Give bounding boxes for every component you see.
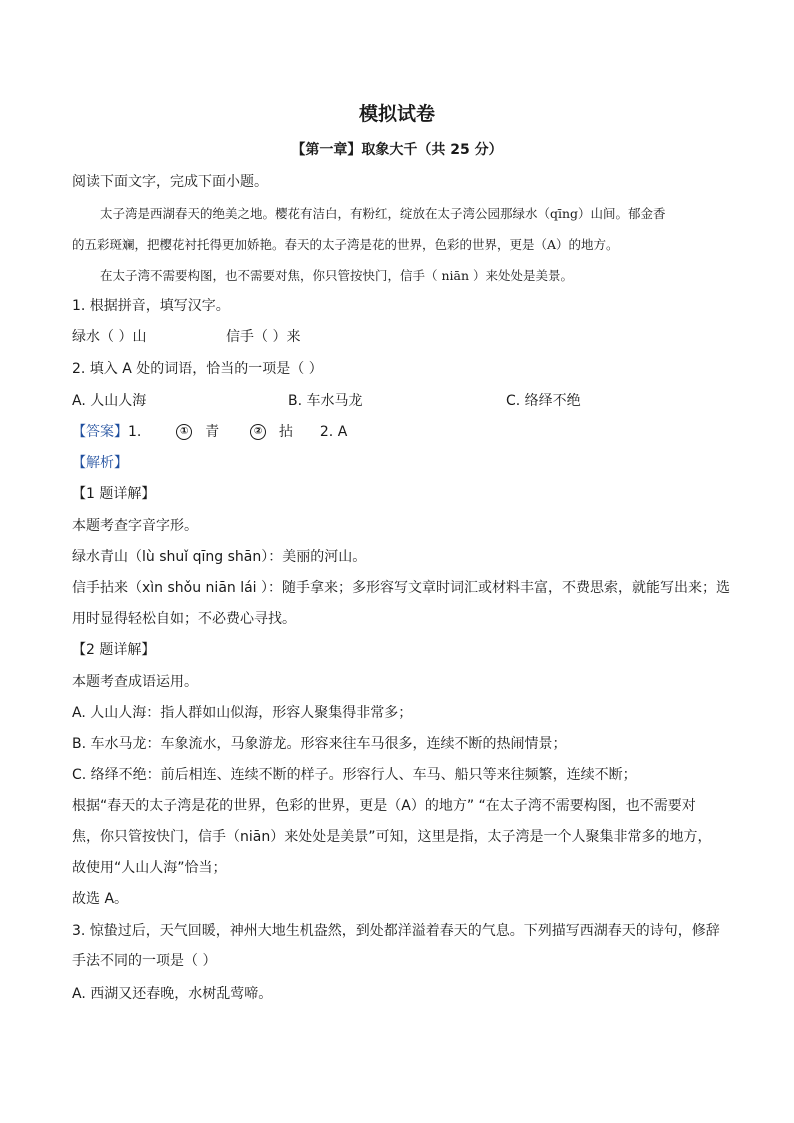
analysis-q1-line-4: 用时显得轻松自如；不必费心寻找。 (72, 611, 296, 627)
answer-label: 【答案】 (72, 424, 128, 440)
question-3-line-1: 3. 惊蛰过后，天气回暖，神州大地生机盎然，到处都洋溢着春天的气息。下列描写西湖春天的诗句，修辞 (72, 923, 720, 939)
question-2-prompt: 2. 填入 A 处的词语，恰当的一项是（ ） (72, 361, 323, 377)
question-2-option-b: B. 车水马龙 (288, 393, 363, 409)
question-3-option-a: A. 西湖又还春晚，水树乱莺啼。 (72, 986, 273, 1002)
analysis-q2-heading: 【2 题详解】 (72, 642, 156, 658)
answer-row (72, 423, 347, 441)
analysis-q2-line-6: 焦，你只管按快门，信手（niān）来处处是美景”可知，这里是指，太子湾是一个人聚集非常多的地方， (72, 829, 712, 845)
analysis-q2-line-8: 故选 A。 (72, 891, 129, 907)
question-2-option-c: C. 络绎不绝 (506, 393, 581, 409)
passage-line-1: 太子湾是西湖春天的绝美之地。樱花有洁白，有粉红，绽放在太子湾公园那绿水（qīng）山间。郁金香 (100, 206, 666, 221)
analysis-q1-heading: 【1 题详解】 (72, 486, 156, 502)
analysis-q2-line-1: 本题考查成语运用。 (72, 674, 198, 690)
analysis-label: 【解析】 (72, 455, 128, 471)
chapter-heading: 【第一章】取象大千（共 25 分） (291, 142, 503, 158)
answer-q1-number: 1. (128, 424, 142, 440)
question-1-blank-2: 信手（ ）来 (226, 329, 301, 345)
question-2-option-a: A. 人山人海 (72, 393, 147, 409)
question-3-line-2: 手法不同的一项是（ ） (72, 953, 217, 969)
answer-value-1: 青 (205, 424, 220, 440)
question-1-blank-1: 绿水（ ）山 (72, 329, 147, 345)
question-1-prompt: 1. 根据拼音，填写汉字。 (72, 298, 230, 314)
answer-q2: 2. A (319, 424, 348, 440)
analysis-q1-line-1: 本题考查字音字形。 (72, 518, 198, 534)
answer-mark-2: ② (250, 424, 266, 440)
analysis-q2-line-5: 根据“春天的太子湾是花的世界，色彩的世界，更是（A）的地方” “在太子湾不需要构图，也不需要对 (72, 798, 696, 814)
analysis-q2-line-7: 故使用“人山人海”恰当； (72, 860, 227, 876)
analysis-q2-line-4: C. 络绎不绝：前后相连、连续不断的样子。形容行人、车马、船只等来往频繁，连续不断； (72, 767, 637, 783)
answer-value-2: 拈 (278, 424, 293, 440)
page-title: 模拟试卷 (358, 103, 435, 125)
analysis-q1-line-2: 绿水青山（lù shuǐ qīng shān）：美丽的河山。 (72, 549, 367, 565)
analysis-q2-line-2: A. 人山人海：指人群如山似海，形容人聚集得非常多； (72, 705, 413, 721)
passage-line-3: 在太子湾不需要构图，也不需要对焦，你只管按快门，信手（ niān ）来处处是美景。 (100, 268, 573, 283)
answer-mark-1: ① (176, 424, 192, 440)
passage-line-2: 的五彩斑斓，把樱花衬托得更加娇艳。春天的太子湾是花的世界，色彩的世界，更是（A）的地方。 (72, 237, 619, 252)
analysis-q2-line-3: B. 车水马龙：车象流水，马象游龙。形容来往车马很多，连续不断的热闹情景； (72, 736, 567, 752)
analysis-q1-line-3: 信手拈来（xìn shǒu niān lái ）：随手拿来；多形容写文章时词汇或材料丰富，不费思索，就能写出来；选 (72, 580, 731, 596)
reading-intro: 阅读下面文字，完成下面小题。 (72, 174, 268, 190)
